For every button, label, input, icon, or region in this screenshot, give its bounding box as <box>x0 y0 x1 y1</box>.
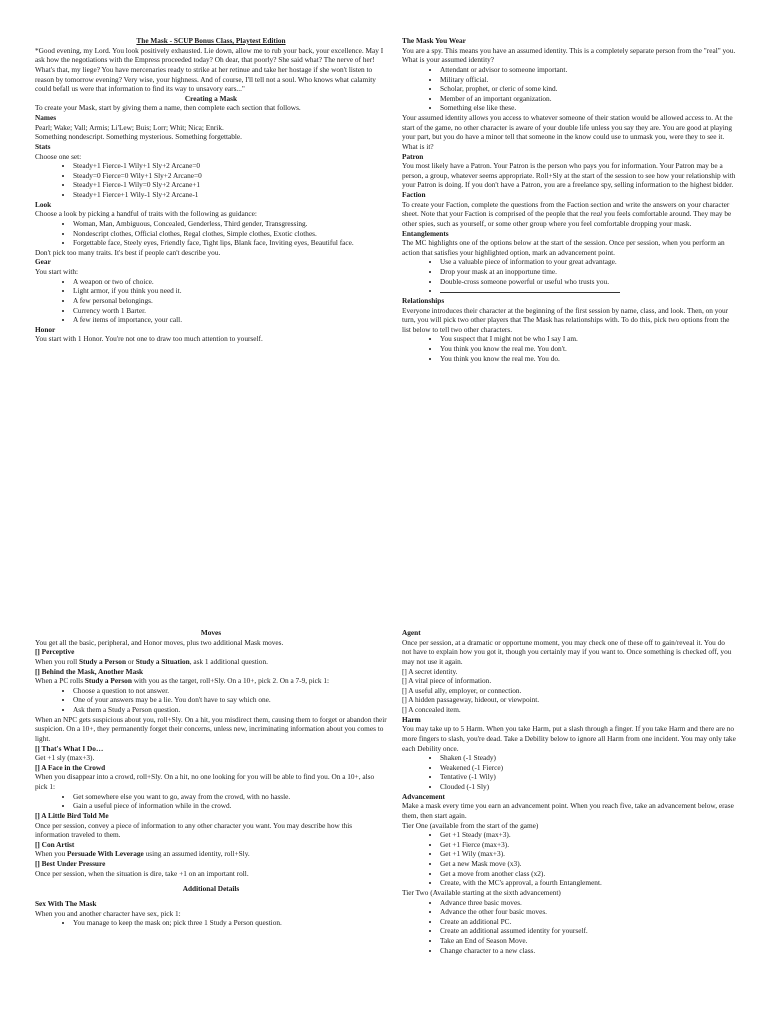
names-text-2: Something nondescript. Something mysterious. Something forgettable. <box>35 132 242 142</box>
patron-text: You most likely have a Patron. Your Patron is the person who pays you for information. Your Patron may be a person, a group, whatever seems appropriate. Roll+Sly at the start of the session to see how your relationship with your Patron is doing. If you don't have a Patron, you are a freelance spy, selling information to the highest bidder. <box>402 161 736 190</box>
identity-item: • Scholar, prophet, or cleric of some kind. <box>440 84 736 94</box>
patron-heading: Patron <box>402 151 424 161</box>
identity-item: • Military official. <box>440 75 736 85</box>
tier-one-item: • Get +1 Wily (max+3). <box>440 849 736 859</box>
agent-heading: Agent <box>402 628 421 637</box>
tier-two-item: • Advance the other four basic moves. <box>440 907 736 917</box>
look-outro: Don't pick too many traits. It's best if people can't describe you. <box>35 247 221 257</box>
behind-mask-list <box>35 686 387 715</box>
debility-item: • Tentative (-1 Wily) <box>440 772 736 782</box>
look-intro: Choose a look by picking a handful of traits with the following as guidance: <box>35 209 257 219</box>
agent-item: [] A useful ally, employer, or connection. <box>402 685 522 695</box>
behind-mask-item: • Ask them a Study a Person question. <box>73 705 387 715</box>
perceptive-move-2: Study a Situation <box>135 656 190 666</box>
little-bird-text: Once per session, convey a piece of information to any other character you want. You may describe how this information traveled to them. <box>35 820 353 840</box>
tier-two-item: • Advance three basic moves. <box>440 898 736 908</box>
names-text: Pearl; Wake; Vall; Armis; Li'Lew; Buis; Lorr; Whit; Nica; Enrik. <box>35 122 224 132</box>
entanglements-list <box>402 257 736 296</box>
perceptive-text-a: When you roll <box>35 656 79 666</box>
sex-item: • You manage to keep the mask on; pick three 1 Study a Person question. <box>73 918 387 928</box>
tier-one-item: • Get +1 Fierce (max+3). <box>440 840 736 850</box>
thats-what-text: Get +1 sly (max+3). <box>35 753 95 763</box>
creating-heading: Creating a Mask <box>184 93 238 103</box>
gear-item: • Light armor, if you think you need it. <box>73 286 387 296</box>
advancement-text: Make a mask every time you earn an advancement point. When you reach five, take an advancement below, erase them, then start again. <box>402 801 734 820</box>
debility-item: • Weakened (-1 Fierce) <box>440 763 736 773</box>
column-top-right <box>402 36 736 363</box>
intro-paragraph: *Good evening, my Lord. You look positively exhausted. Lie down, allow me to rub your back, your excellence. May I ask how the negotiations with the Empress proceeded today? Oh dear, that poorly? She said what? The nerve of her! What's that, my liege? You have mercenaries ready to strike at her retinue and take her hostage if she won't listen to reason by tomorrow evening? Very wise, your highness. And of course, I'll tell not a soul. Who knows what calamity could befall us were that information to find its way to unsavory ears..." <box>35 45 384 94</box>
debility-item: • Clouded (-1 Sly) <box>440 782 736 792</box>
identity-list <box>402 65 736 113</box>
tier-one-item: • Create, with the MC's approval, a fourth Entanglement. <box>440 878 736 888</box>
behind-mask-heading: [] Behind the Mask, Another Mask <box>35 666 144 676</box>
faction-text <box>402 200 736 229</box>
tier-one-item: • Get a move from another class (x2). <box>440 869 736 879</box>
look-list <box>35 219 387 248</box>
sex-heading: Sex With The Mask <box>35 898 97 908</box>
entanglement-item: • Use a valuable piece of information to your great advantage. <box>440 257 736 267</box>
entanglement-item: • Double-cross someone powerful or useful who trusts you. <box>440 277 736 287</box>
perceptive-or: or <box>126 656 136 666</box>
best-pressure-text: Once per session, when the situation is dire, take +1 on an important roll. <box>35 868 249 878</box>
behind-mask-item: • Choose a question to not answer. <box>73 686 387 696</box>
perceptive-text-c: , ask 1 additional question. <box>189 656 268 666</box>
tier-one-item: • Get +1 Steady (max+3). <box>440 830 736 840</box>
blank-write-line <box>440 286 620 293</box>
gear-intro: You start with: <box>35 267 79 276</box>
gear-heading: Gear <box>35 257 51 267</box>
agent-item: [] A vital piece of information. <box>402 676 492 686</box>
perceptive-move-1: Study a Person <box>78 656 127 666</box>
stats-list <box>35 161 387 200</box>
entanglement-blank-item <box>440 286 736 296</box>
behind-text-c: with you as the target, roll+Sly. On a 10+, pick 2. On a 7-9, pick 1: <box>131 676 329 686</box>
moves-heading: Moves <box>200 628 222 637</box>
harm-heading: Harm <box>402 714 421 724</box>
face-crowd-item: • Get somewhere else you want to go, away from the crowd, with no hassle. <box>73 792 387 802</box>
entanglements-heading: Entanglements <box>402 228 449 238</box>
identity-item: • Attendant or advisor to someone important. <box>440 65 736 75</box>
gear-list <box>35 277 387 325</box>
behind-text-a: When a PC rolls <box>35 676 85 686</box>
relationships-list <box>402 334 736 363</box>
tier-one-item: • Get a new Mask move (x3). <box>440 859 736 869</box>
advancement-heading: Advancement <box>402 791 445 801</box>
relationship-item: • You suspect that I might not be who I say I am. <box>440 334 736 344</box>
con-text-a: When you <box>35 849 68 859</box>
stats-item: • Steady+1 Fierce+1 Wily-1 Sly+2 Arcane-1 <box>73 190 387 200</box>
sex-text: When you and another character have sex, pick 1: <box>35 908 181 918</box>
column-bottom-right <box>402 628 736 955</box>
face-crowd-text: When you disappear into a crowd, roll+Sly. On a hit, no one looking for you will be able to find you. On a 10+, also pick 1: <box>35 772 375 791</box>
face-crowd-item: • Gain a useful piece of information while in the crowd. <box>73 801 387 811</box>
mask-wear-heading: The Mask You Wear <box>402 36 466 45</box>
con-text-c: using an assumed identity, roll+Sly. <box>143 849 250 859</box>
face-crowd-heading: [] A Face in the Crowd <box>35 762 106 772</box>
face-crowd-list <box>35 792 387 811</box>
honor-heading: Honor <box>35 324 56 334</box>
tier-two-item: • Change character to a new class. <box>440 946 736 956</box>
agent-item: [] A hidden passageway, hideout, or viewpoint. <box>402 695 540 705</box>
document-title: The Mask - SCUP Bonus Class, Playtest Edition <box>136 36 286 45</box>
perceptive-text <box>35 657 387 667</box>
debility-item: • Shaken (-1 Steady) <box>440 753 736 763</box>
entanglements-text: The MC highlights one of the options below at the start of the session. Once per session, when you perform an action that satisfies your highlighted option, mark an advancement point. <box>402 238 725 257</box>
identity-item: • Something else like these. <box>440 103 736 113</box>
con-move: Persuade With Leverage <box>67 849 144 859</box>
moves-text: You get all the basic, peripheral, and Honor moves, plus two additional Mask moves. <box>35 637 284 647</box>
gear-item: • A few personal belongings. <box>73 296 387 306</box>
relationships-heading: Relationships <box>402 295 445 305</box>
faction-text-b: you feels comfortable around. They may be other spies, such as yourself, or some other group where you feel comfortable dropping your mask. <box>402 209 732 228</box>
faction-heading: Faction <box>402 190 426 199</box>
creating-text: To create your Mask, start by giving them a name, then complete each section that follows. <box>35 103 301 113</box>
behind-mask-item: • One of your answers may be a lie. You don't have to say which one. <box>73 695 387 705</box>
behind-move: Study a Person <box>84 676 132 686</box>
look-item: • Woman, Man, Ambiguous, Concealed, Genderless, Third gender, Transgressing. <box>73 219 387 229</box>
tier-one-label: Tier One (available from the start of the game) <box>402 820 539 830</box>
stats-heading: Stats <box>35 141 51 151</box>
sex-list <box>35 918 387 928</box>
perceptive-heading: [] Perceptive <box>35 647 75 657</box>
mask-wear-outro: Your assumed identity allows you access to whatever someone of their station would be allowed access to. At the start of the game, no other character is aware of your double life unless you say they are. You are good at playing your part, but you do have a minor tell that someone in the know could use to unmask you, were they to see it. What is it? <box>402 113 733 151</box>
tier-two-item: • Create an additional assumed identity for yourself. <box>440 926 736 936</box>
gear-item: • A weapon or two of choice. <box>73 277 387 287</box>
tier-one-list <box>402 830 736 888</box>
agent-item: [] A concealed item. <box>402 705 461 714</box>
look-item: • Forgettable face, Steely eyes, Friendly face, Tight lips, Blank face, Inviting eyes, Beautiful face. <box>73 238 387 248</box>
gear-item: • A few items of importance, your call. <box>73 315 387 325</box>
little-bird-heading: [] A Little Bird Told Me <box>35 810 109 820</box>
harm-list <box>402 753 736 792</box>
look-heading: Look <box>35 199 52 209</box>
column-bottom-left <box>35 628 387 928</box>
tier-two-item: • Take an End of Season Move. <box>440 936 736 946</box>
agent-item: [] A secret identity. <box>402 666 458 676</box>
behind-mask-text <box>35 676 387 686</box>
entanglement-item: • Drop your mask at an inopportune time. <box>440 267 736 277</box>
faction-real-word: real <box>590 209 603 219</box>
names-heading: Names <box>35 113 57 122</box>
con-artist-heading: [] Con Artist <box>35 839 75 849</box>
faction-text-a: To create your Faction, complete the questions from the Faction section and write the answers on your character sheet. Note that your Faction is comprised of the people that the <box>402 199 730 219</box>
stats-intro: Choose one set: <box>35 151 82 161</box>
harm-text: You may take up to 5 Harm. When you take Harm, put a slash through a finger. If you take Harm and there are no more fingers to slash, you're dead. Take a Debility below to ignore all Harm from one incident. You may only take each Debility once. <box>402 724 736 753</box>
thats-what-heading: [] That's What I Do… <box>35 743 104 753</box>
identity-item: • Member of an important organization. <box>440 94 736 104</box>
additional-details-heading: Additional Details <box>182 884 240 894</box>
mask-wear-text: You are a spy. This means you have an assumed identity. This is a completely separate person from the "real" you. What is your assumed identity? <box>402 45 736 65</box>
look-item: • Nondescript clothes, Official clothes, Regal clothes, Simple clothes, Exotic clothes. <box>73 229 387 239</box>
con-artist-text <box>35 849 387 859</box>
column-top-left <box>35 36 387 344</box>
honor-text: You start with 1 Honor. You're not one to draw too much attention to yourself. <box>35 334 263 344</box>
tier-two-list <box>402 898 736 956</box>
behind-mask-outro: When an NPC gets suspicious about you, roll+Sly. On a hit, you misdirect them, causing them to forget or abandon their suspicion. On a 10+, they permanently forget their concerns, unless new, incriminating information about you comes to light. <box>35 714 387 743</box>
relationships-text: Everyone introduces their character at the beginning of the first session by name, class, and look. Then, on your turn, you will pick two other players that The Mask has relationships with. To do this, pick two options from the list below to tell two other characters. <box>402 305 730 334</box>
agent-text: Once per session, at a dramatic or opportune moment, you may check one of these off to gain/reveal it. You do not have to explain how you got it, though you certainly may if you want to. Once something is checked off, you may not use it again. <box>402 637 732 666</box>
tier-two-label: Tier Two (Available starting at the sixth advancement) <box>402 887 561 897</box>
stats-item: • Steady=0 Fierce=0 Wily+1 Sly+2 Arcane=0 <box>73 171 387 181</box>
agent-list <box>402 667 736 715</box>
stats-item: • Steady+1 Fierce-1 Wily+1 Sly+2 Arcane=0 <box>73 161 387 171</box>
stats-item: • Steady+1 Fierce-1 Wily=0 Sly+2 Arcane+1 <box>73 180 387 190</box>
relationship-item: • You think you know the real me. You don't. <box>440 344 736 354</box>
gear-item: • Currency worth 1 Barter. <box>73 306 387 316</box>
best-pressure-heading: [] Best Under Pressure <box>35 859 106 868</box>
tier-two-item: • Create an additional PC. <box>440 917 736 927</box>
relationship-item: • You think you know the real me. You do. <box>440 354 736 364</box>
